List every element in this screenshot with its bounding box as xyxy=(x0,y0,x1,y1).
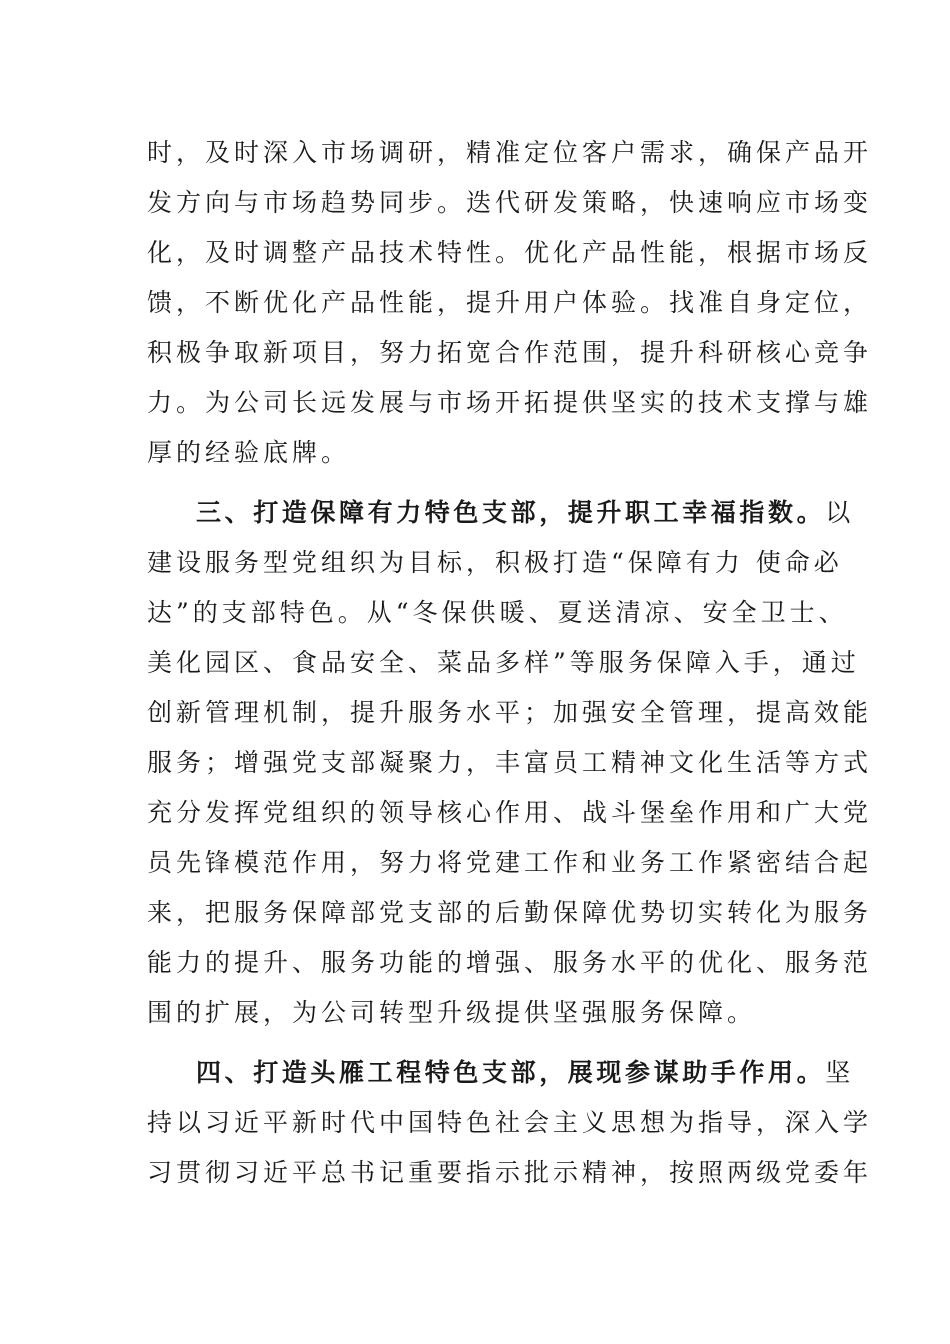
text-line: 建设服务型党组织为目标，积极打造“保障有力 使命必 xyxy=(147,548,843,577)
section-heading-3: 三、打造保障有力特色支部，提升职工幸福指数。 xyxy=(196,498,826,527)
text-line: 达”的支部特色。从“冬保供暖、夏送清凉、安全卫士、 xyxy=(147,598,848,627)
heading-line xyxy=(196,498,855,528)
text-line: 创新管理机制，提升服务水平；加强安全管理，提高效能 xyxy=(147,698,873,727)
text-line: 时，及时深入市场调研，精准定位客户需求，确保产品开 xyxy=(147,138,873,167)
text-line: 馈，不断优化产品性能，提升用户体验。找准自身定位， xyxy=(147,288,873,317)
text-line: 美化园区、食品安全、菜品多样”等服务保障入手，通过 xyxy=(147,648,860,677)
text-line: 发方向与市场趋势同步。迭代研发策略，快速响应市场变 xyxy=(147,188,873,217)
section-heading-4: 四、打造头雁工程特色支部，展现参谋助手作用。 xyxy=(196,1058,826,1087)
text-line: 持以习近平新时代中国特色社会主义思想为指导，深入学 xyxy=(147,1108,873,1137)
text-line: 围的扩展，为公司转型升级提供坚强服务保障。 xyxy=(147,998,757,1027)
heading-line xyxy=(196,1058,855,1088)
heading-line-rest: 坚 xyxy=(825,1058,855,1087)
text-line: 力。为公司长远发展与市场开拓提供坚实的技术支撑与雄 xyxy=(147,388,873,417)
text-line: 积极争取新项目，努力拓宽合作范围，提升科研核心竞争 xyxy=(147,338,873,367)
text-line: 习贯彻习近平总书记重要指示批示精神，按照两级党委年 xyxy=(147,1158,873,1187)
text-line: 能力的提升、服务功能的增强、服务水平的优化、服务范 xyxy=(147,948,873,977)
text-line: 化，及时调整产品技术特性。优化产品性能，根据市场反 xyxy=(147,238,873,267)
text-line: 员先锋模范作用，努力将党建工作和业务工作紧密结合起 xyxy=(147,848,873,877)
heading-line-rest: 以 xyxy=(825,498,855,527)
text-line: 充分发挥党组织的领导核心作用、战斗堡垒作用和广大党 xyxy=(147,798,873,827)
text-line: 来，把服务保障部党支部的后勤保障优势切实转化为服务 xyxy=(147,898,873,927)
text-line: 服务；增强党支部凝聚力，丰富员工精神文化生活等方式 xyxy=(147,748,873,777)
text-line: 厚的经验底牌。 xyxy=(147,438,351,467)
